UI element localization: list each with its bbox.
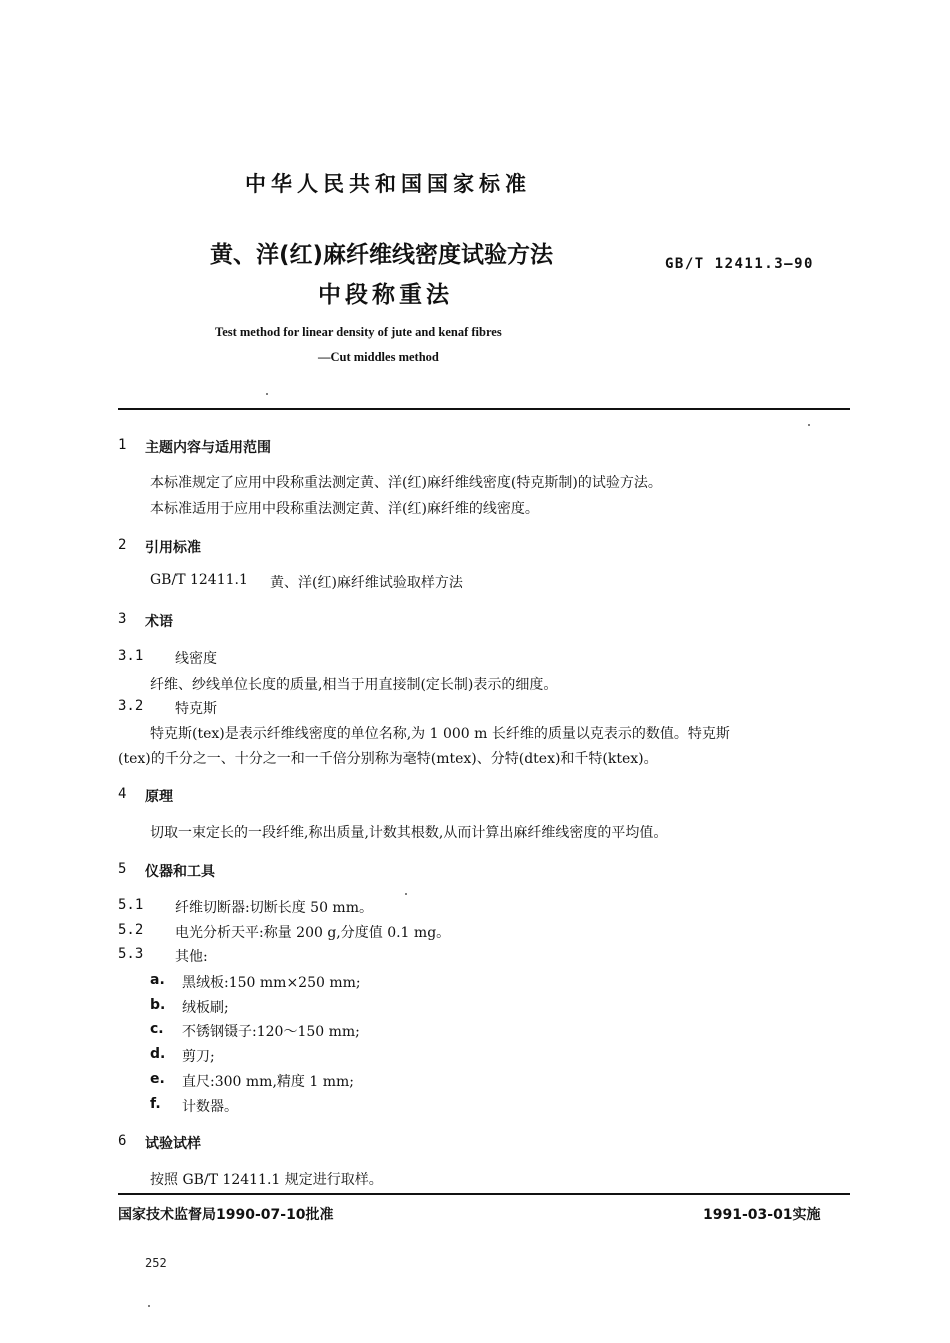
list-item: 绒板刷; xyxy=(182,1000,229,1016)
paragraph: (tex)的千分之一、十分之一和一千倍分别称为毫特(mtex)、分特(dtex)和千特(ktex)。 xyxy=(118,751,658,767)
section-number: 1 xyxy=(118,437,127,453)
subsection-number: 3.1 xyxy=(118,648,144,664)
standard-number: GB/T 12411.3—90 xyxy=(665,256,814,272)
document-subtitle: 中段称重法 xyxy=(318,282,453,308)
section-number: 5 xyxy=(118,861,127,877)
paragraph: 特克斯(tex)是表示纤维线密度的单位名称,为 1 000 m 长纤维的质量以克表示的数值。特克斯 xyxy=(150,726,730,742)
list-label: e. xyxy=(150,1071,165,1087)
section-number: 3 xyxy=(118,611,127,627)
section-title: 原理 xyxy=(145,789,173,805)
item-text: 纤维切断器:切断长度 50 mm。 xyxy=(175,900,373,916)
paragraph: 切取一束定长的一段纤维,称出质量,计数其根数,从而计算出麻纤维线密度的平均值。 xyxy=(150,825,668,841)
term-title: 线密度 xyxy=(175,651,217,667)
section-number: 2 xyxy=(118,537,127,553)
list-item: 黑绒板:150 mm×250 mm; xyxy=(182,975,361,991)
section-title: 术语 xyxy=(145,614,173,630)
list-label: b. xyxy=(150,997,166,1013)
header-divider xyxy=(118,408,850,410)
scan-speck xyxy=(266,393,268,395)
subsection-number: 5.1 xyxy=(118,897,144,913)
approval-date: 国家技术监督局1990-07-10批准 xyxy=(118,1207,334,1223)
item-text: 其他: xyxy=(175,949,208,965)
list-item: 不锈钢镊子:120～150 mm; xyxy=(182,1024,360,1040)
scan-speck xyxy=(808,424,810,426)
section-title: 试验试样 xyxy=(145,1136,201,1152)
scan-speck xyxy=(148,1305,150,1307)
subsection-number: 3.2 xyxy=(118,698,144,714)
subsection-number: 5.3 xyxy=(118,946,144,962)
english-title: Test method for linear density of jute and kenaf fibres xyxy=(215,325,502,339)
page-number: 252 xyxy=(145,1256,167,1270)
paragraph: 本标准适用于应用中段称重法测定黄、洋(红)麻纤维的线密度。 xyxy=(150,501,539,517)
paragraph: 按照 GB/T 12411.1 规定进行取样。 xyxy=(150,1172,383,1188)
reference-code: GB/T 12411.1 xyxy=(150,572,248,588)
footer-divider xyxy=(118,1193,850,1195)
scan-speck xyxy=(405,893,407,895)
section-title: 引用标准 xyxy=(145,540,201,556)
list-label: f. xyxy=(150,1096,161,1112)
subsection-number: 5.2 xyxy=(118,922,144,938)
list-item: 剪刀; xyxy=(182,1049,215,1065)
list-label: c. xyxy=(150,1021,164,1037)
list-label: d. xyxy=(150,1046,166,1062)
list-label: a. xyxy=(150,972,165,988)
section-number: 4 xyxy=(118,786,127,802)
national-standard-heading: 中华人民共和国国家标准 xyxy=(245,172,531,196)
reference-title: 黄、洋(红)麻纤维试验取样方法 xyxy=(270,575,463,591)
section-title: 主题内容与适用范围 xyxy=(145,440,271,456)
english-subtitle: —Cut middles method xyxy=(318,350,439,364)
item-text: 电光分析天平:称量 200 g,分度值 0.1 mg。 xyxy=(175,925,451,941)
term-title: 特克斯 xyxy=(175,701,217,717)
implementation-date: 1991-03-01实施 xyxy=(703,1207,821,1223)
paragraph: 纤维、纱线单位长度的质量,相当于用直接制(定长制)表示的细度。 xyxy=(150,677,558,693)
paragraph: 本标准规定了应用中段称重法测定黄、洋(红)麻纤维线密度(特克斯制)的试验方法。 xyxy=(150,475,662,491)
section-number: 6 xyxy=(118,1133,127,1149)
section-title: 仪器和工具 xyxy=(145,864,215,880)
document-title: 黄、洋(红)麻纤维线密度试验方法 xyxy=(210,242,554,268)
list-item: 直尺:300 mm,精度 1 mm; xyxy=(182,1074,354,1090)
list-item: 计数器。 xyxy=(182,1099,238,1115)
